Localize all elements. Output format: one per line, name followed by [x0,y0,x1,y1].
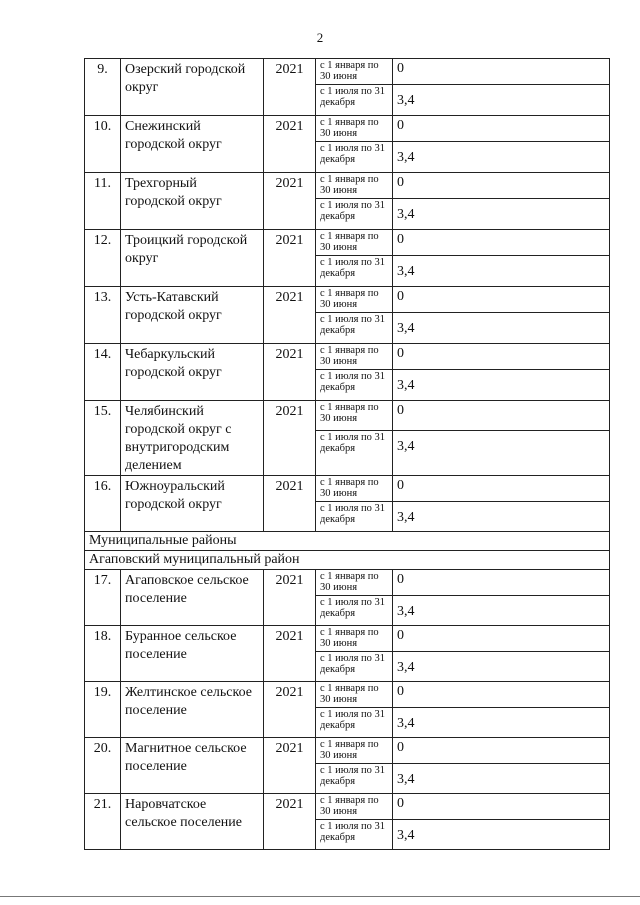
period-first-half: с 1 января по 30 июня [316,344,393,370]
municipality-name: Озерский городской округ [121,59,264,116]
table-body-urban-districts [85,59,610,532]
rate-second-half: 3,4 [393,596,610,626]
period-second-half: с 1 июля по 31 декабря [316,370,393,401]
period-first-half: с 1 января по 30 июня [316,230,393,256]
municipality-name: Буранное сельское поселение [121,626,264,682]
table-row [85,230,610,256]
row-number: 18. [85,626,121,682]
year-cell: 2021 [264,401,316,476]
row-number: 17. [85,570,121,626]
period-first-half: с 1 января по 30 июня [316,116,393,142]
table-row [85,116,610,142]
period-second-half: с 1 июля по 31 декабря [316,256,393,287]
table-row [85,344,610,370]
row-number: 20. [85,738,121,794]
rate-first-half: 0 [393,287,610,313]
rate-second-half: 3,4 [393,652,610,682]
rate-first-half: 0 [393,116,610,142]
table-row [85,682,610,708]
period-second-half: с 1 июля по 31 декабря [316,596,393,626]
year-cell: 2021 [264,794,316,850]
rate-second-half: 3,4 [393,820,610,850]
table-body-rural-settlements [85,570,610,850]
year-cell: 2021 [264,626,316,682]
row-number: 14. [85,344,121,401]
row-number: 13. [85,287,121,344]
rate-first-half: 0 [393,794,610,820]
period-second-half: с 1 июля по 31 декабря [316,502,393,532]
row-number: 19. [85,682,121,738]
period-second-half: с 1 июля по 31 декабря [316,708,393,738]
period-first-half: с 1 января по 30 июня [316,59,393,85]
rate-first-half: 0 [393,570,610,596]
section-agapovsky-district: Агаповский муниципальный район [85,551,610,570]
period-first-half: с 1 января по 30 июня [316,287,393,313]
year-cell: 2021 [264,570,316,626]
rate-second-half: 3,4 [393,764,610,794]
period-first-half: с 1 января по 30 июня [316,738,393,764]
rate-first-half: 0 [393,738,610,764]
rate-second-half: 3,4 [393,199,610,230]
municipality-name: Троицкий городской округ [121,230,264,287]
year-cell: 2021 [264,344,316,401]
period-first-half: с 1 января по 30 июня [316,173,393,199]
period-first-half: с 1 января по 30 июня [316,401,393,431]
row-number: 21. [85,794,121,850]
row-number: 11. [85,173,121,230]
table-row [85,173,610,199]
table-row [85,738,610,764]
year-cell: 2021 [264,476,316,532]
municipality-name: Чебаркульский городской округ [121,344,264,401]
rate-first-half: 0 [393,59,610,85]
year-cell: 2021 [264,116,316,173]
period-second-half: с 1 июля по 31 декабря [316,431,393,476]
table-body-sections [85,532,610,570]
rate-first-half: 0 [393,476,610,502]
municipality-name: Агаповское сельское поселение [121,570,264,626]
section-municipal-districts: Муниципальные районы [85,532,610,551]
row-number: 10. [85,116,121,173]
period-second-half: с 1 июля по 31 декабря [316,142,393,173]
municipality-name: Наровчатское сельское поселение [121,794,264,850]
rate-first-half: 0 [393,682,610,708]
year-cell: 2021 [264,59,316,116]
municipality-name: Магнитное сельское поселение [121,738,264,794]
page-number: 2 [316,30,324,45]
period-first-half: с 1 января по 30 июня [316,682,393,708]
period-first-half: с 1 января по 30 июня [316,626,393,652]
municipality-name: Челябинский городской округ с внутригородским делением [121,401,264,476]
year-cell: 2021 [264,173,316,230]
rate-first-half: 0 [393,173,610,199]
table-row [85,287,610,313]
municipality-name: Желтинское сельское поселение [121,682,264,738]
period-second-half: с 1 июля по 31 декабря [316,764,393,794]
period-second-half: с 1 июля по 31 декабря [316,313,393,344]
table-row [85,59,610,85]
municipality-name: Трехгорный городской округ [121,173,264,230]
period-second-half: с 1 июля по 31 декабря [316,85,393,116]
section-row [85,532,610,551]
municipality-name: Снежинский городской округ [121,116,264,173]
year-cell: 2021 [264,287,316,344]
rate-second-half: 3,4 [393,256,610,287]
table-row [85,570,610,596]
rate-second-half: 3,4 [393,708,610,738]
period-first-half: с 1 января по 30 июня [316,794,393,820]
table-row [85,626,610,652]
year-cell: 2021 [264,682,316,738]
table-row [85,401,610,431]
rate-second-half: 3,4 [393,502,610,532]
table-row [85,476,610,502]
rate-second-half: 3,4 [393,313,610,344]
rate-second-half: 3,4 [393,431,610,476]
municipality-name: Усть-Катавский городской округ [121,287,264,344]
row-number: 16. [85,476,121,532]
period-first-half: с 1 января по 30 июня [316,570,393,596]
rate-first-half: 0 [393,230,610,256]
table-row [85,794,610,820]
year-cell: 2021 [264,738,316,794]
period-first-half: с 1 января по 30 июня [316,476,393,502]
period-second-half: с 1 июля по 31 декабря [316,820,393,850]
rate-second-half: 3,4 [393,142,610,173]
year-cell: 2021 [264,230,316,287]
rate-first-half: 0 [393,401,610,431]
period-second-half: с 1 июля по 31 декабря [316,652,393,682]
row-number: 9. [85,59,121,116]
rate-second-half: 3,4 [393,85,610,116]
rate-first-half: 0 [393,626,610,652]
municipality-name: Южноуральский городской округ [121,476,264,532]
rate-second-half: 3,4 [393,370,610,401]
footer-divider [0,896,640,897]
period-second-half: с 1 июля по 31 декабря [316,199,393,230]
section-row [85,551,610,570]
row-number: 15. [85,401,121,476]
rate-first-half: 0 [393,344,610,370]
row-number: 12. [85,230,121,287]
tax-rate-table [84,58,610,850]
